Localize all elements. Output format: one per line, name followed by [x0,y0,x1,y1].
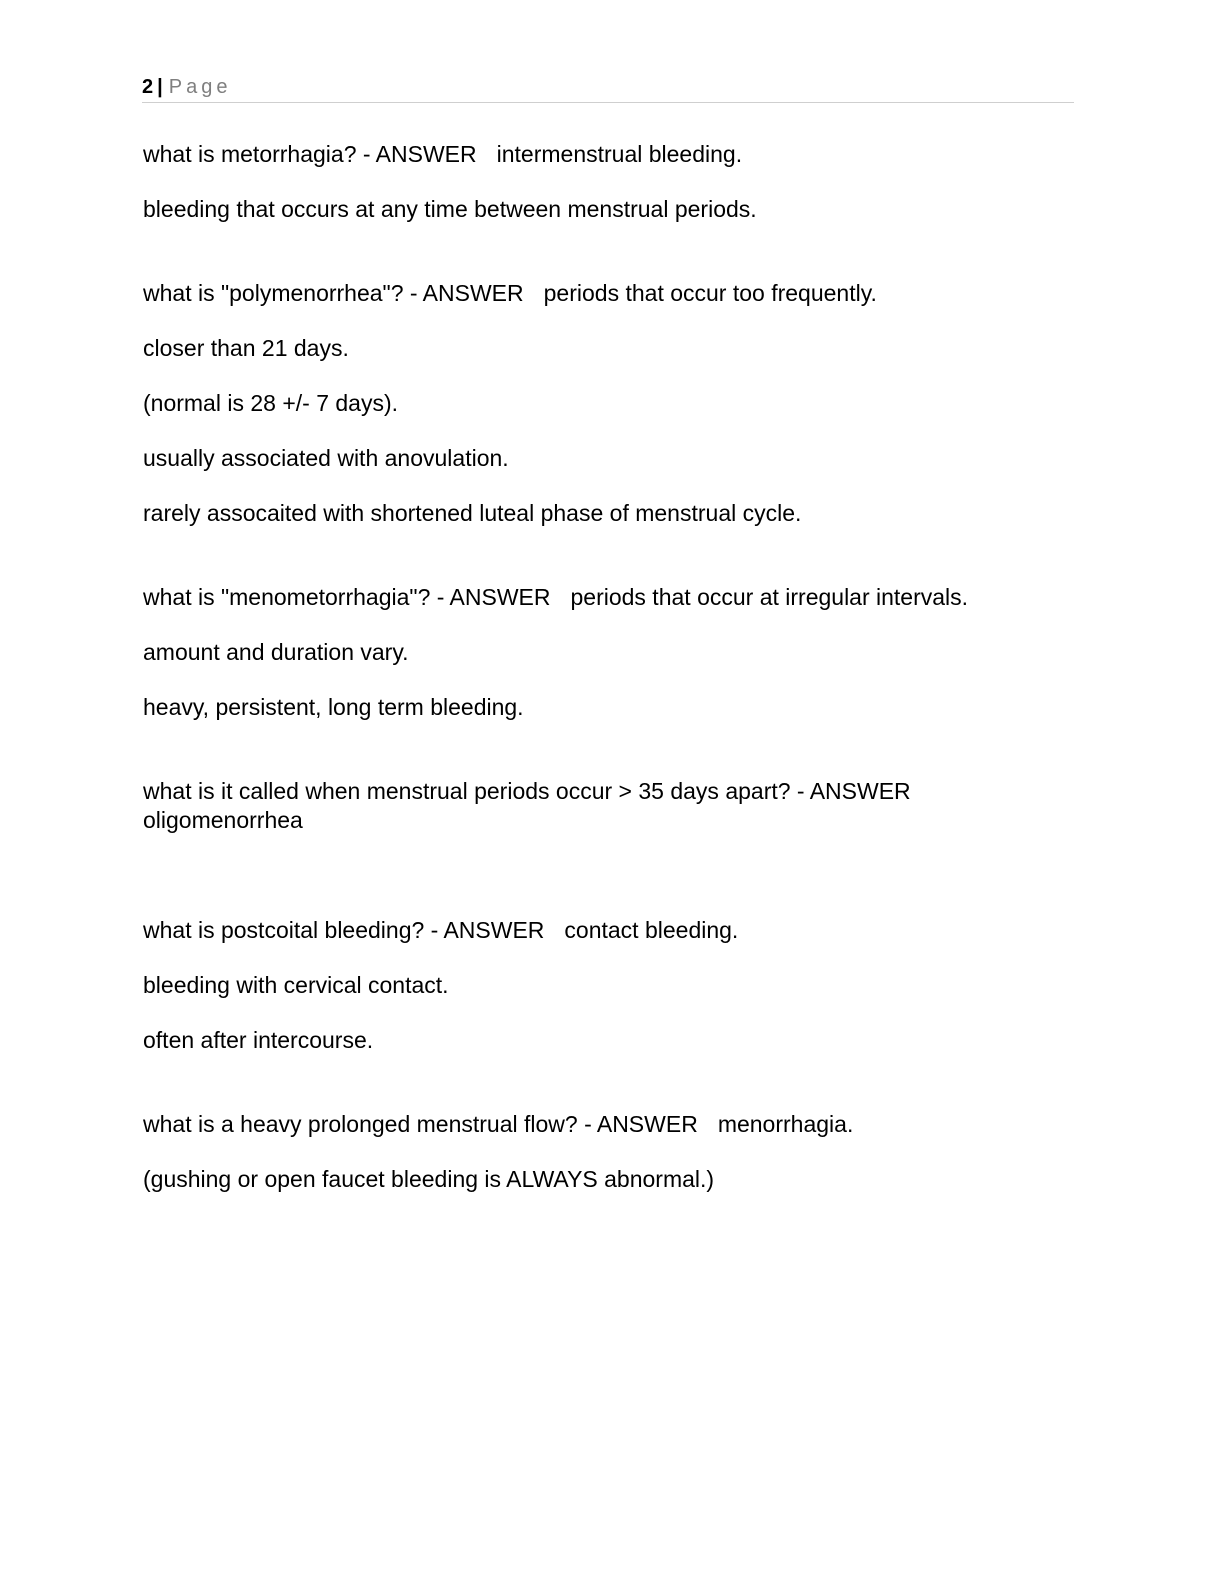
detail-line: rarely assocaited with shortened luteal phase of menstrual cycle. [143,500,802,526]
question-text: what is metorrhagia? - ANSWER [143,141,477,167]
question-text: what is "menometorrhagia"? - ANSWER [143,584,551,610]
qa-item-polymenorrhea [143,279,1073,528]
detail-line: usually associated with anovulation. [143,445,509,471]
detail-line: often after intercourse. [143,1027,374,1053]
answer-text: contact bleeding. [564,917,739,943]
qa-item-menorrhagia [143,1110,1073,1194]
detail-line: bleeding with cervical contact. [143,972,449,998]
answer-text: intermenstrual bleeding. [496,141,743,167]
detail-line: (gushing or open faucet bleeding is ALWAYS abnormal.) [143,1166,715,1192]
question-line [143,1110,1073,1139]
page-separator: | [157,76,163,98]
detail-line: heavy, persistent, long term bleeding. [143,694,524,720]
question-line [143,916,1073,945]
answer-text: periods that occur too frequently. [543,280,877,306]
answer-text: periods that occur at irregular intervals. [570,584,969,610]
page-number: 2 [142,76,154,98]
question-text: what is "polymenorrhea"? - ANSWER [143,280,524,306]
qa-item-metorrhagia [143,140,1073,224]
answer-text: menorrhagia. [717,1111,854,1137]
page-label: Page [168,76,232,98]
question-line [143,583,1073,612]
qa-item-menometorrhagia [143,583,1073,722]
document-body [143,140,1073,1249]
question-text: what is a heavy prolonged menstrual flow? - ANSWER [143,1111,698,1137]
detail-line: (normal is 28 +/- 7 days). [143,390,399,416]
detail-line: amount and duration vary. [143,639,409,665]
answer-line: oligomenorrhea [143,807,303,833]
question-line [143,279,1073,308]
question-line [143,140,1073,169]
qa-item-postcoital-bleeding [143,916,1073,1055]
question-text: what is postcoital bleeding? - ANSWER [143,917,545,943]
page-header [142,74,1074,103]
detail-line: closer than 21 days. [143,335,349,361]
detail-line: bleeding that occurs at any time between menstrual periods. [143,196,757,222]
question-line: what is it called when menstrual periods occur > 35 days apart? - ANSWER [143,778,911,804]
qa-item-oligomenorrhea [143,777,1073,835]
